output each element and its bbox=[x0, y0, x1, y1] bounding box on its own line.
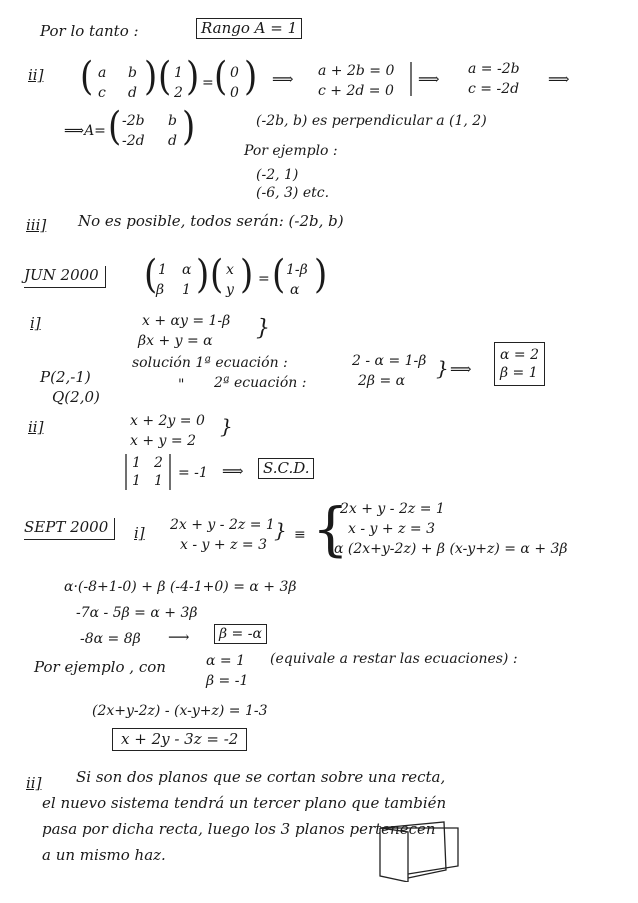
beta-value: β = -1 bbox=[206, 673, 249, 689]
para-line-4: a un mismo haz. bbox=[42, 846, 166, 864]
implies-arrow: ⟹ bbox=[272, 70, 294, 88]
alpha-value: α = 1 bbox=[206, 653, 245, 669]
det-cell: 1 bbox=[132, 455, 141, 471]
equals-sign: = bbox=[258, 271, 270, 287]
jun-eq2: βx + y = α bbox=[138, 333, 213, 349]
diff-line: (2x+y-2z) - (x-y+z) = 1-3 bbox=[92, 703, 268, 719]
vector-cell: 1-β bbox=[286, 262, 308, 278]
sept-title: SEPT 2000 bbox=[24, 518, 115, 540]
implies-arrow: ⟹ bbox=[418, 70, 440, 88]
result-line: c = -2d bbox=[468, 81, 520, 97]
jun-2000-title: JUN 2000 bbox=[24, 266, 106, 288]
jun-result-box bbox=[494, 342, 545, 386]
matrix-cell: -2b bbox=[122, 113, 145, 129]
matrix-cell: α bbox=[182, 262, 192, 278]
brace: } bbox=[436, 356, 449, 380]
sept-l2: x - y + z = 3 bbox=[180, 537, 267, 553]
vector-cell: 2 bbox=[174, 85, 183, 101]
vector-cell: α bbox=[290, 282, 300, 298]
det-value: = -1 bbox=[178, 465, 208, 481]
a-equals-text: ⟹A= bbox=[64, 123, 106, 139]
result-alpha: α = 2 bbox=[500, 347, 539, 363]
brace: } bbox=[220, 414, 233, 438]
point-p: P(2,-1) bbox=[40, 368, 91, 386]
matrix-cell: b bbox=[128, 65, 137, 81]
jun-e2: 2β = α bbox=[358, 373, 406, 389]
point-q: Q(2,0) bbox=[52, 388, 100, 406]
brace: } bbox=[256, 316, 270, 341]
matrix-cell: β bbox=[156, 282, 165, 298]
vertical-bar bbox=[409, 62, 413, 96]
jun-s2: x + y = 2 bbox=[130, 433, 196, 449]
matrix-cell: -2d bbox=[122, 133, 145, 149]
result-line: a = -2b bbox=[468, 61, 520, 77]
beta-boxed: β = -α bbox=[214, 624, 267, 644]
para-line-2: el nuevo sistema tendrá un tercer plano que también bbox=[42, 794, 447, 812]
equivale-text: (equivale a restar las ecuaciones) : bbox=[270, 651, 518, 667]
matrix-cell: d bbox=[168, 133, 177, 149]
equiv-sign: ≡ bbox=[294, 527, 306, 543]
jun-i-label: i] bbox=[30, 314, 41, 332]
sept-r2: x - y + z = 3 bbox=[348, 521, 435, 537]
matrix-cell: c bbox=[98, 85, 106, 101]
brace: } bbox=[274, 518, 287, 542]
calc-line-3: -8α = 8β bbox=[80, 631, 141, 647]
result-beta: β = 1 bbox=[500, 365, 538, 381]
por-lo-tanto-text: Por lo tanto : bbox=[40, 22, 139, 40]
section-ii-label: ii] bbox=[28, 66, 44, 84]
para-line-1: Si son dos planos que se cortan sobre una recta, bbox=[76, 768, 446, 786]
det-cell: 1 bbox=[154, 473, 163, 489]
calc-line-1: α·(-8+1-0) + β (-4-1+0) = α + 3β bbox=[64, 579, 297, 595]
sept-ii-label: ii] bbox=[26, 774, 42, 792]
para-line-3: pasa por dicha recta, luego los 3 planos pertenecen bbox=[42, 820, 436, 838]
example-1: (-2, 1) bbox=[256, 167, 299, 183]
section-iii-text: No es posible, todos serán: (-2b, b) bbox=[78, 212, 344, 230]
matrix-cell: d bbox=[128, 85, 137, 101]
perpendicular-text: (-2b, b) es perpendicular a (1, 2) bbox=[256, 113, 487, 129]
sept-i-label: i] bbox=[134, 524, 145, 542]
det-cell: 1 bbox=[132, 473, 141, 489]
jun-s1: x + 2y = 0 bbox=[130, 413, 205, 429]
solucion-1: solución 1ª ecuación : bbox=[132, 355, 288, 371]
vector-cell: 0 bbox=[230, 85, 239, 101]
por-ejemplo-text: Por ejemplo , con bbox=[34, 658, 166, 676]
implies-arrow: ⟹ bbox=[548, 70, 570, 88]
left-brace: { bbox=[312, 495, 349, 563]
vector-cell: 1 bbox=[174, 65, 183, 81]
sept-r1: 2x + y - 2z = 1 bbox=[340, 501, 445, 517]
jun-eq1: x + αy = 1-β bbox=[142, 313, 231, 329]
equation-line: a + 2b = 0 bbox=[318, 63, 395, 79]
matrix-cell: a bbox=[98, 65, 107, 81]
sept-r3: α (2x+y-2z) + β (x-y+z) = α + 3β bbox=[334, 541, 568, 557]
rango-boxed: Rango A = 1 bbox=[196, 18, 302, 39]
equation-line: c + 2d = 0 bbox=[318, 83, 394, 99]
scd-boxed: S.C.D. bbox=[258, 458, 314, 479]
vector-cell: x bbox=[226, 262, 234, 278]
ditto-mark: " bbox=[178, 377, 185, 393]
implies-arrow: ⟶ bbox=[168, 628, 190, 646]
calc-line-2: -7α - 5β = α + 3β bbox=[76, 605, 198, 621]
example-2: (-6, 3) etc. bbox=[256, 185, 330, 201]
matrix-cell: 1 bbox=[158, 262, 167, 278]
sept-l1: 2x + y - 2z = 1 bbox=[170, 517, 275, 533]
implies-arrow: ⟹ bbox=[222, 462, 244, 480]
ejemplo-text: Por ejemplo : bbox=[244, 143, 338, 159]
matrix-cell: 1 bbox=[182, 282, 191, 298]
vector-cell: 0 bbox=[230, 65, 239, 81]
solucion-2: 2ª ecuación : bbox=[214, 375, 307, 391]
det-cell: 2 bbox=[154, 455, 163, 471]
planes-sketch bbox=[374, 818, 474, 882]
implies-arrow: ⟹ bbox=[450, 360, 472, 378]
vector-cell: y bbox=[226, 282, 234, 298]
section-iii-label: iii] bbox=[26, 216, 47, 234]
matrix-cell: b bbox=[168, 113, 177, 129]
jun-e1: 2 - α = 1-β bbox=[352, 353, 427, 369]
result-plane: x + 2y - 3z = -2 bbox=[112, 728, 247, 751]
jun-ii-label: ii] bbox=[28, 418, 44, 436]
equals-sign: = bbox=[202, 75, 214, 91]
